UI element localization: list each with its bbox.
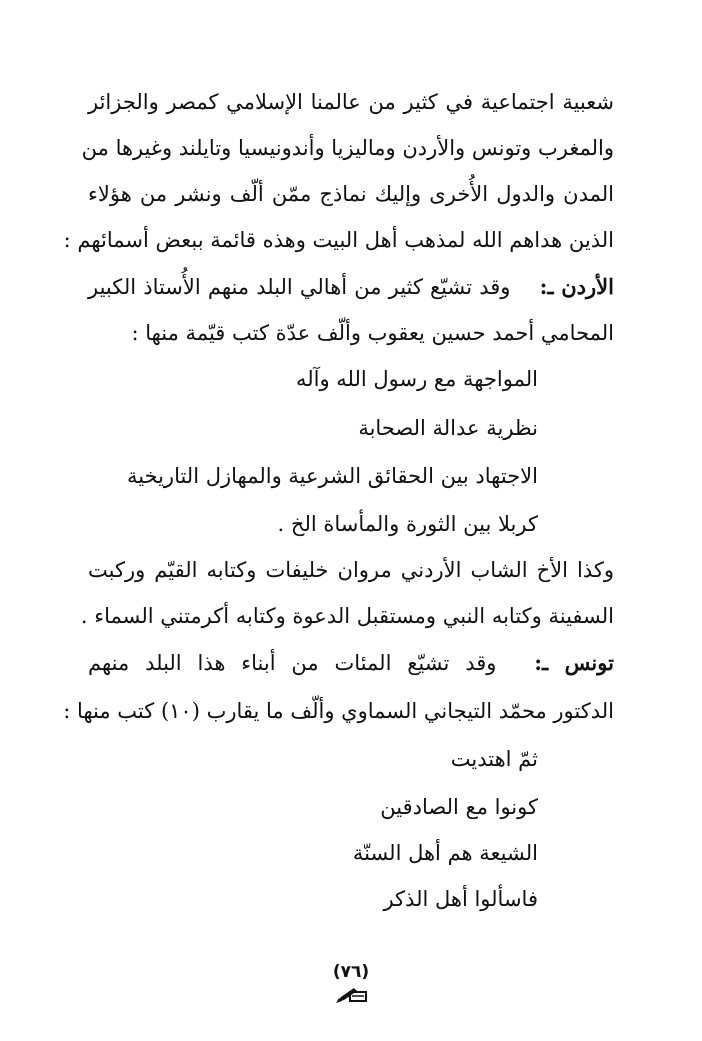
paragraph-line: الذين هداهم الله لمذهب أهل البيت وهذه قائمة ببعض أسمائهم :: [63, 228, 614, 252]
jordan-intro-text: وقد تشيّع كثير من أهالي البلد منهم الأُستاذ الكبير: [88, 275, 511, 299]
book-title: المواجهة مع رسول الله وآله: [295, 367, 538, 391]
tunisia-line: [88, 648, 614, 678]
paragraph-line: شعبية اجتماعية في كثير من عالمنا الإسلامي كمصر والجزائر: [88, 90, 614, 114]
paragraph-line: والمغرب وتونس والأردن وماليزيا وأندونيسيا وتايلند وغيرها من: [81, 136, 614, 160]
section-heading-tunisia: تونس ـ:: [534, 650, 614, 675]
book-title: الشيعة هم أهل السنّة: [352, 841, 538, 865]
paragraph-line: السفينة وكتابه النبي ومستقبل الدعوة وكتابه أكرمتني السماء .: [80, 604, 614, 628]
book-title: فاسألوا أهل الذكر: [383, 887, 538, 911]
section-heading-jordan: الأردن ـ:: [539, 274, 614, 299]
paragraph-line: المحامي أحمد حسين يعقوب وألّف عدّة كتب قيّمة منها :: [131, 321, 614, 345]
book-title: نظرية عدالة الصحابة: [358, 416, 538, 440]
book-title: كربلا بين الثورة والمأساة الخ .: [277, 512, 538, 536]
book-title: الاجتهاد بين الحقائق الشرعية والمهازل التاريخية: [126, 464, 538, 488]
paragraph-line: الدكتور محمّد التيجاني السماوي وألّف ما يقارب (١٠) كتب منها :: [63, 699, 614, 723]
page-number: (٧٦): [332, 962, 370, 982]
pen-writing-icon: [334, 986, 370, 1004]
paragraph-line: وكذا الأخ الشاب الأردني مروان خليفات وكتابه القيّم وركبت: [88, 558, 614, 582]
jordan-line: [88, 272, 614, 302]
book-title: كونوا مع الصادقين: [380, 795, 538, 819]
tunisia-intro-text: وقد تشيّع المئات من أبناء هذا البلد منهم: [88, 651, 497, 675]
paragraph-line: المدن والدول الأُخرى وإليك نماذج ممّن ألّف ونشر من هؤلاء: [88, 182, 614, 206]
book-title: ثمّ اهتديت: [450, 747, 538, 771]
